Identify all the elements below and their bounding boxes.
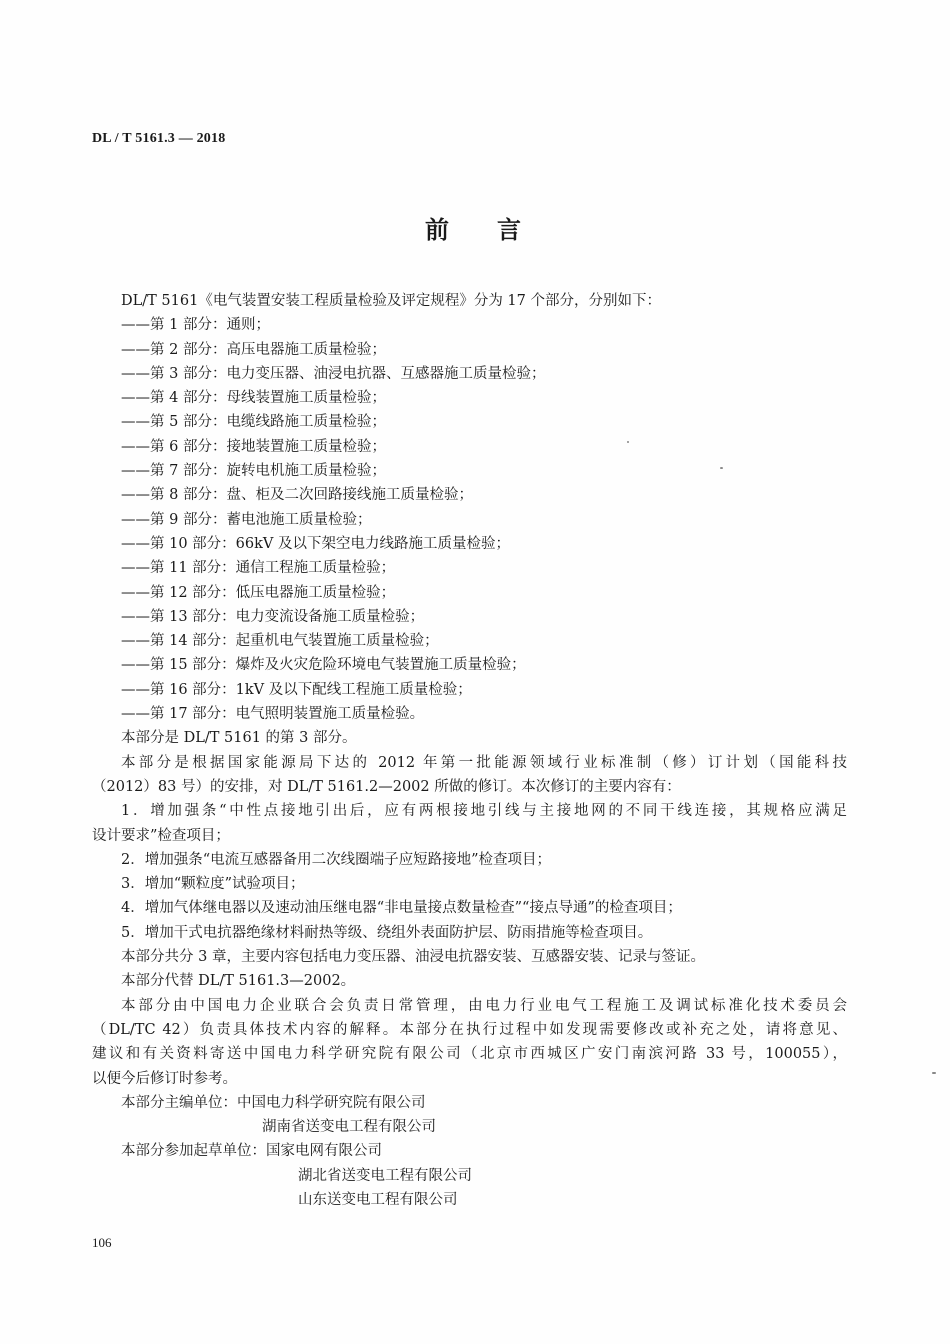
chief-editor-unit-row [92,1115,847,1139]
participant-unit-row [92,1164,847,1188]
part-list-item: ——第 5 部分：电缆线路施工质量检验； [121,414,386,431]
replaces-statement: 本部分代替 DL/T 5161.3—2002。 [121,973,356,990]
part-list-item: ——第 13 部分：电力变流设备施工质量检验； [121,608,425,625]
chief-editor-unit: 湖南省送变电工程有限公司 [262,1119,436,1136]
revision-paragraph-line: 本部分是根据国家能源局下达的 2012 年第一批能源领域行业标准制（修）订计划（国能科技 [121,754,847,771]
change-item-4: 4．增加气体继电器以及速动油压继电器“非电量接点数量检查”“接点导通”的检查项目； [121,900,682,917]
part-list-item: ——第 1 部分：通则； [121,317,270,334]
revision-paragraph-line: （2012）83 号）的安排，对 DL/T 5161.2—2002 所做的修订。本次修订的主要内容有： [92,778,681,795]
part-list-item: ——第 9 部分：蓄电池施工质量检验； [121,511,372,528]
part-list-item: ——第 10 部分：66kV 及以下架空电力线路施工质量检验； [121,535,510,552]
scan-speck [627,441,629,443]
part-list-item: ——第 17 部分：电气照明装置施工质量检验。 [121,706,425,723]
part-list-item: ——第 8 部分：盘、柜及二次回路接线施工质量检验； [121,487,473,504]
chief-editor-row [92,1091,847,1115]
part-list-item: ——第 2 部分：高压电器施工质量检验； [121,341,386,358]
page-number: 106 [92,1235,112,1250]
participant-unit: 山东送变电工程有限公司 [298,1191,458,1208]
part-list-item: ——第 4 部分：母线装置施工质量检验； [121,390,386,407]
management-paragraph-line: 以便今后修订时参考。 [92,1070,237,1087]
change-item-1: 1．增加强条“中性点接地引出后，应有两根接地引线与主接地网的不同干线连接，其规格应满足 [121,803,847,820]
change-item-1-cont: 设计要求”检查项目； [92,827,230,844]
title-char-1: 前 [425,216,453,244]
participant-unit: 湖北省送变电工程有限公司 [298,1167,472,1184]
scan-speck [720,467,723,469]
part-list-item: ——第 16 部分：1kV 及以下配线工程施工质量检验； [121,681,472,698]
intro-paragraph: DL/T 5161《电气装置安装工程质量检验及评定规程》分为 17 个部分，分别如下： [121,293,661,309]
scan-speck [932,1072,936,1074]
participant-label: 本部分参加起草单位： [121,1143,266,1160]
management-paragraph-line: （DL/TC 42）负责具体技术内容的解释。本部分在执行过程中如发现需要修改或补充之处，请将意见、 [92,1021,847,1038]
chapters-statement: 本部分共分 3 章，主要内容包括电力变压器、油浸电抗器安装、互感器安装、记录与签证。 [121,949,705,966]
title-char-2: 言 [497,216,525,244]
change-item-5: 5．增加干式电抗器绝缘材料耐热等级、绕组外表面防护层、防雨措施等检查项目。 [121,924,653,941]
part-list-item: ——第 3 部分：电力变压器、油浸电抗器、互感器施工质量检验； [121,365,546,382]
part-statement: 本部分是 DL/T 5161 的第 3 部分。 [121,730,357,747]
participant-row [92,1139,847,1163]
management-paragraph-line: 建议和有关资料寄送中国电力科学研究院有限公司（北京市西城区广安门南滨河路 33 号，100055）， [92,1046,847,1063]
preface-title [0,210,950,245]
part-list-item: ——第 7 部分：旋转电机施工质量检验； [121,463,386,480]
participant-unit: 国家电网有限公司 [266,1143,382,1160]
participant-unit-row [92,1188,847,1212]
part-list-item: ——第 12 部分：低压电器施工质量检验； [121,584,396,601]
chief-editor-label: 本部分主编单位： [121,1094,237,1111]
part-list-item: ——第 14 部分：起重机电气装置施工质量检验； [121,633,439,650]
part-list-item: ——第 11 部分：通信工程施工质量检验； [121,560,396,577]
standard-code-header: DL / T 5161.3 — 2018 [92,131,226,146]
management-paragraph-line: 本部分由中国电力企业联合会负责日常管理，由电力行业电气工程施工及调试标准化技术委员会 [121,997,847,1014]
part-list-item: ——第 6 部分：接地装置施工质量检验； [121,438,386,455]
preface-body [92,289,847,1212]
change-item-2: 2．增加强条“电流互感器备用二次线圈端子应短路接地”检查项目； [121,851,552,868]
part-list-item: ——第 15 部分：爆炸及火灾危险环境电气装置施工质量检验； [121,657,526,674]
change-item-3: 3．增加“颗粒度”试验项目； [121,876,305,893]
chief-editor-unit: 中国电力科学研究院有限公司 [237,1094,426,1111]
